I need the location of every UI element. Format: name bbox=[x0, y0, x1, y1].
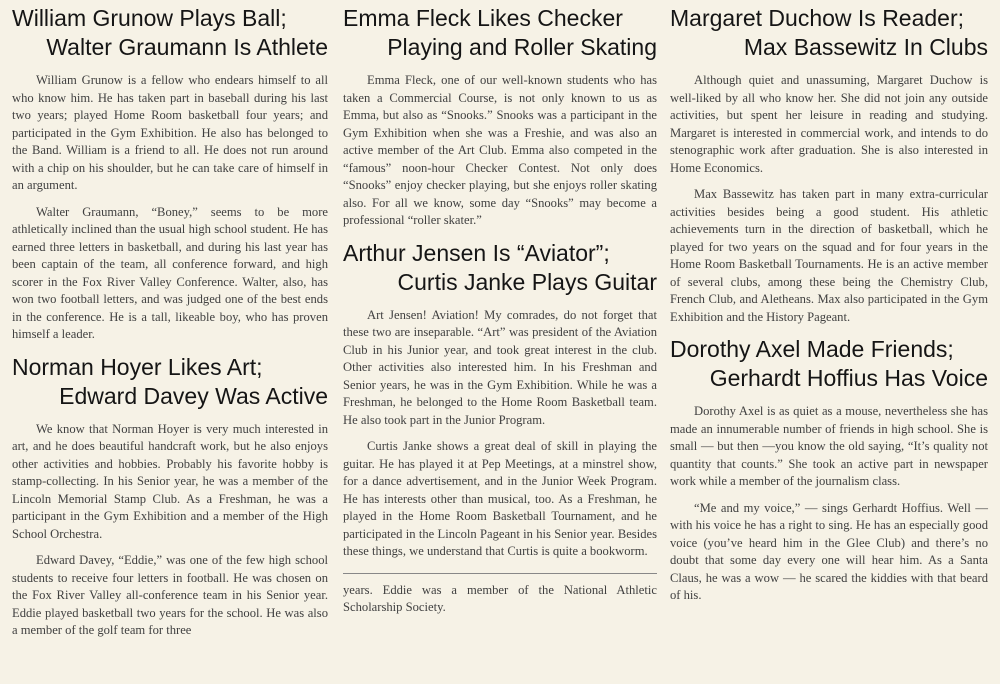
headline-line-1: Margaret Duchow Is Reader; bbox=[670, 5, 965, 31]
article-body bbox=[670, 72, 988, 326]
continuation-paragraph: years. Eddie was a member of the National Athletic Scholarship Society. bbox=[343, 582, 657, 614]
article-duchow-bassewitz bbox=[670, 4, 988, 326]
paragraph: Curtis Janke shows a great deal of skill in playing the guitar. He has played it at Pep Meetings, at a minstrel show, for a dance advertisement, and in the Junior Week Program. He has interests other than musical, too. As a Freshman, he played in the Home Room Basketball Tournament, and he participated in the Lincoln Pageant in his Senior year. Besides these things, we understand that Curtis is quite a bookworm. bbox=[343, 439, 657, 558]
article-body bbox=[343, 307, 657, 561]
headline-line-1: William Grunow Plays Ball; bbox=[12, 5, 287, 31]
article-fleck bbox=[343, 4, 657, 230]
headline bbox=[343, 239, 657, 297]
headline-line-2: Curtis Janke Plays Guitar bbox=[397, 268, 657, 295]
article-body bbox=[670, 403, 988, 605]
column-left bbox=[12, 4, 328, 649]
headline-line-1: Emma Fleck Likes Checker bbox=[343, 5, 623, 31]
paragraph: William Grunow is a fellow who endears himself to all who know him. He has taken part in baseball during his last two years; played Home Room basketball four years; and participated in the Gym Exhibition. He also has belonged to the Band. William is a friend to all. He does not run around with a chip on his shoulder, but he can take care of himself in an argument. bbox=[12, 73, 328, 192]
column-divider-rule bbox=[343, 573, 657, 574]
headline bbox=[670, 4, 988, 62]
headline-line-1: Dorothy Axel Made Friends; bbox=[670, 336, 954, 362]
headline-line-1: Norman Hoyer Likes Art; bbox=[12, 353, 263, 380]
paragraph: Edward Davey, “Eddie,” was one of the few high school students to receive four letters in football. He was chosen on the Fox River Valley all-conference team in his Senior year. Eddie played basketball two years for the school. He was also a member of the golf team for three bbox=[12, 553, 328, 637]
headline-line-2: Max Bassewitz In Clubs bbox=[743, 34, 988, 60]
headline-line-2: Walter Graumann Is Athlete bbox=[46, 34, 328, 60]
paragraph: Emma Fleck, one of our well-known students who has taken a Commercial Course, is not only known to us as Emma, but also as “Snooks.” Snooks was a participant in the Gym Exhibition when she was a Freshie, and was also an active member of the Art Club. Emma also competed in the “famous” noon-hour Checker Contest. Not only does “Snooks” enjoy checker playing, but she enjoys roller skating also. For all we know, some day “Snooks” may become a professional “roller skater.” bbox=[343, 73, 657, 227]
article-jensen-janke bbox=[343, 239, 657, 561]
article-hoyer-davey bbox=[12, 353, 328, 640]
paragraph: We know that Norman Hoyer is very much interested in art, and he does beautiful handcraft work, but he also enjoys other activities and hobbies. Probably his favorite hobby is stamp-collecting. In his Senior year, he was a member of the Lincoln Memorial Stamp Club. As a Freshman, he was a participant in the Gym Exhibition and a member of the High School Orchestra. bbox=[12, 421, 328, 541]
article-grunow-graumann bbox=[12, 4, 328, 344]
article-body bbox=[12, 421, 328, 640]
headline bbox=[12, 353, 328, 411]
paragraph: “Me and my voice,” — sings Gerhardt Hoffius. Well — with his voice he has a right to sing. He has an especially good voice (you’ve heard him in the Glee Club) and there’s no doubt that some day every one will hear him. As a Santa Claus, he was a wow — he scared the kiddies with that beard of his. bbox=[670, 500, 988, 602]
paragraph: Dorothy Axel is as quiet as a mouse, nevertheless she has made an innumerable number of friends in high school. She is small — but then —you know the old saying, “It’s quality not quantity that counts.” She took an active part in newspaper work while a member of the journalism class. bbox=[670, 404, 988, 488]
headline-line-1: Arthur Jensen Is “Aviator”; bbox=[343, 239, 610, 266]
paragraph: Walter Graumann, “Boney,” seems to be more athletically inclined than the usual high school student. He has earned three letters in basketball, and during his last year has been captain of the team, all conference forward, and high scorer in the Fox River Valley Conference. Walter, also, has won two football letters, and was judged one of the best ends in the conference. He is a tall, likeable boy, who has proven himself a leader. bbox=[12, 204, 328, 341]
headline-line-2: Edward Davey Was Active bbox=[59, 382, 328, 409]
paragraph: Max Bassewitz has taken part in many extra-curricular activities besides being a good student. His athletic achievements turn in the direction of basketball, which he played for two years on the squad and for four years in the Home Room Basketball Tournaments. He is an active member of several clubs, among these being the Chemistry Club, French Club, and Aletheans. Max also participated in the Gym Exhibition and the History Pageant. bbox=[670, 187, 988, 324]
article-body bbox=[343, 72, 657, 230]
paragraph: Art Jensen! Aviation! My comrades, do not forget that these two are inseparable. “Art” was president of the Aviation Club in his Junior year, and took great interest in the club. Other activities also interested him. In his Freshman and Senior years, he was in the Gym Exhibition. While he was a Freshman, he belonged to the Home Room Basketball team. He also took part in the Junior Program. bbox=[343, 307, 657, 427]
article-body bbox=[12, 72, 328, 344]
headline bbox=[670, 335, 988, 393]
column-middle bbox=[343, 4, 657, 617]
article-axel-hoffius bbox=[670, 335, 988, 605]
headline bbox=[343, 4, 657, 62]
paragraph: Although quiet and unassuming, Margaret Duchow is well-liked by all who know her. She did not join any outside activities, but spent her leisure in reading and studying. Margaret is interested in commercial work, and intends to do stenographic work after graduation. She is also interested in Home Economics. bbox=[670, 73, 988, 175]
headline-line-2: Gerhardt Hoffius Has Voice bbox=[709, 365, 988, 391]
headline bbox=[12, 4, 328, 62]
column-right bbox=[670, 4, 988, 614]
headline-line-2: Playing and Roller Skating bbox=[387, 34, 657, 60]
